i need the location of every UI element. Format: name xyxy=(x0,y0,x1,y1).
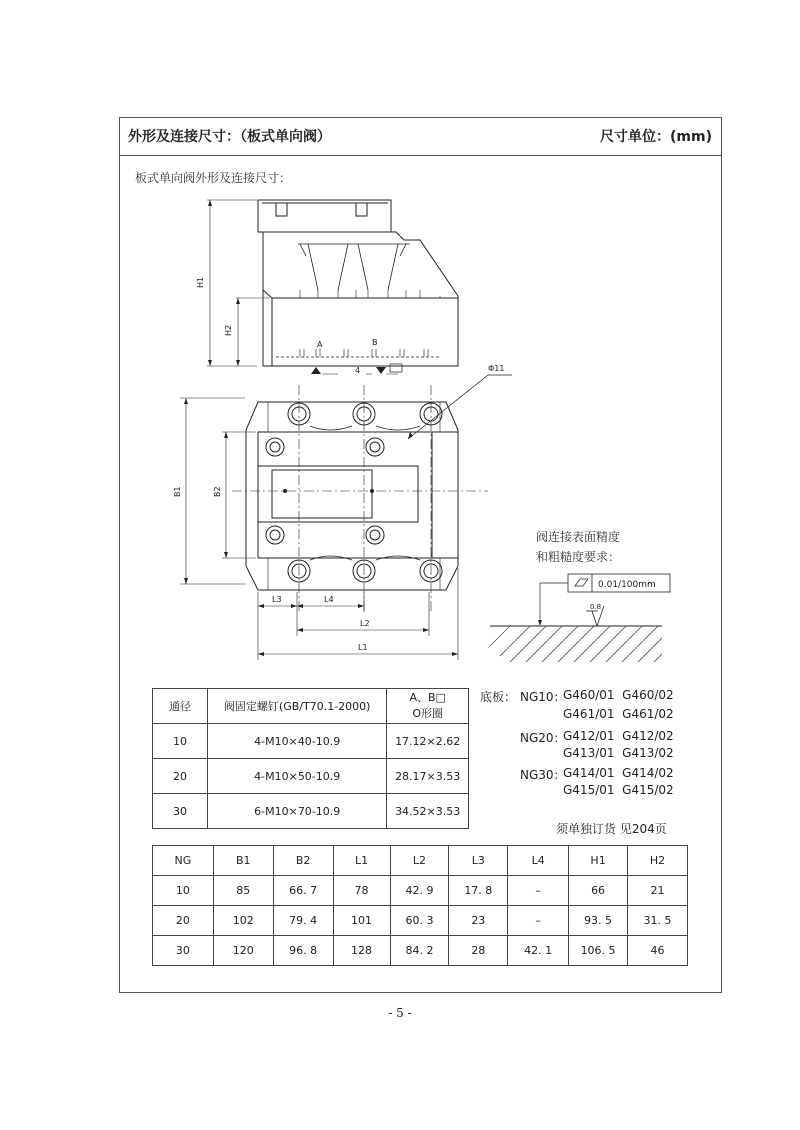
table-header-cell: L3 xyxy=(449,846,508,876)
table-header-cell: B2 xyxy=(273,846,333,876)
dim-h2: H2 xyxy=(224,324,233,336)
table-cell: 17.12×2.62 xyxy=(387,724,469,759)
table-cell: 66. 7 xyxy=(273,876,333,906)
dim-b1: B1 xyxy=(173,486,182,497)
base-plate-codes: G414/01 G414/02 xyxy=(563,766,674,780)
table-cell: 30 xyxy=(153,794,208,829)
table-header-cell: H1 xyxy=(569,846,628,876)
table-cell: – xyxy=(508,876,569,906)
table-header-cell: H2 xyxy=(628,846,688,876)
table-cell: 79. 4 xyxy=(273,906,333,936)
table-cell: 66 xyxy=(569,876,628,906)
fixing-screw-table xyxy=(152,688,469,829)
base-plate-ng: NG20： xyxy=(520,731,566,745)
table-cell: 101 xyxy=(333,906,390,936)
table-header-cell: B1 xyxy=(213,846,273,876)
surface-req-line1: 阀连接表面精度 xyxy=(536,530,621,544)
table-cell: 17. 8 xyxy=(449,876,508,906)
surface-req-line2: 和粗糙度要求： xyxy=(536,550,621,564)
drawing-subtitle: 板式单向阀外形及连接尺寸： xyxy=(135,171,292,185)
table-cell: 6-M10×70-10.9 xyxy=(208,794,387,829)
table-cell: 78 xyxy=(333,876,390,906)
dim-b2: B2 xyxy=(213,486,222,497)
dimension-table xyxy=(152,845,688,966)
table-row xyxy=(153,876,688,906)
table-cell: 42. 9 xyxy=(390,876,449,906)
port-b-label: B xyxy=(372,338,378,347)
dim-l4: L4 xyxy=(324,595,334,604)
table-row xyxy=(153,936,688,966)
base-plate-ng: NG10： xyxy=(520,690,566,704)
table-cell: 84. 2 xyxy=(390,936,449,966)
section-title: 外形及连接尺寸：（板式单向阀） xyxy=(128,129,331,145)
table-row xyxy=(153,906,688,936)
table-cell: 34.52×3.53 xyxy=(387,794,469,829)
table-cell: 23 xyxy=(449,906,508,936)
table-cell: 21 xyxy=(628,876,688,906)
dim-l2: L2 xyxy=(360,619,370,628)
base-plate-codes: G460/01 G460/02 xyxy=(563,688,674,702)
table-header-cell: NG xyxy=(153,846,214,876)
table-cell: 60. 3 xyxy=(390,906,449,936)
table-cell: 31. 5 xyxy=(628,906,688,936)
table-cell: 4-M10×50-10.9 xyxy=(208,759,387,794)
order-note: 须单独订货 见204页 xyxy=(556,822,667,836)
table-cell: 20 xyxy=(153,759,208,794)
table-cell: 102 xyxy=(213,906,273,936)
table-cell: 120 xyxy=(213,936,273,966)
table-row xyxy=(153,759,469,794)
base-plate-ng: NG30： xyxy=(520,768,566,782)
base-plate-codes: G415/01 G415/02 xyxy=(563,783,674,797)
table-header-cell: L1 xyxy=(333,846,390,876)
oring-header-line2: O形圈 xyxy=(412,707,443,720)
port-a-label: A xyxy=(317,340,323,349)
table-header-cell: L4 xyxy=(508,846,569,876)
table-cell: – xyxy=(508,906,569,936)
top-view xyxy=(180,375,512,660)
dim-phi11: Φ11 xyxy=(488,364,505,373)
table-cell: 42. 1 xyxy=(508,936,569,966)
table-header-cell: 通径 xyxy=(153,689,208,724)
table-cell: 128 xyxy=(333,936,390,966)
base-plate-label: 底板： xyxy=(480,690,517,704)
table-cell: 106. 5 xyxy=(569,936,628,966)
table-cell: 28.17×3.53 xyxy=(387,759,469,794)
table-cell: 96. 8 xyxy=(273,936,333,966)
side-view xyxy=(207,200,458,372)
unit-label: 尺寸单位：(mm) xyxy=(600,129,712,145)
page-number: - 5 - xyxy=(388,1006,412,1020)
base-plate-codes: G461/01 G461/02 xyxy=(563,707,674,721)
table-cell: 10 xyxy=(153,724,208,759)
base-plate-codes: G413/01 G413/02 xyxy=(563,746,674,760)
table-cell: 85 xyxy=(213,876,273,906)
dim-h1: H1 xyxy=(196,276,205,288)
oring-header-line1: A、B□ xyxy=(409,691,446,704)
base-plate-codes: G412/01 G412/02 xyxy=(563,729,674,743)
hatched-surface xyxy=(490,626,662,662)
table-cell: 46 xyxy=(628,936,688,966)
table-cell: 10 xyxy=(153,876,214,906)
dim-4: 4 xyxy=(355,366,361,375)
table-header-row xyxy=(153,689,469,724)
table-cell: 28 xyxy=(449,936,508,966)
table-row xyxy=(153,794,469,829)
table-header-cell: L2 xyxy=(390,846,449,876)
tolerance-value: 0.01/100mm xyxy=(598,580,656,590)
table-cell: 93. 5 xyxy=(569,906,628,936)
table-cell: 20 xyxy=(153,906,214,936)
table-header-cell xyxy=(387,689,469,724)
roughness-value: 0.8 xyxy=(590,603,602,611)
table-row xyxy=(153,724,469,759)
table-cell: 30 xyxy=(153,936,214,966)
dim-l1: L1 xyxy=(358,643,368,652)
table-header-row xyxy=(153,846,688,876)
dim-l3: L3 xyxy=(272,595,282,604)
table-header-cell: 阀固定螺钉(GB/T70.1-2000) xyxy=(208,689,387,724)
table-cell: 4-M10×40-10.9 xyxy=(208,724,387,759)
